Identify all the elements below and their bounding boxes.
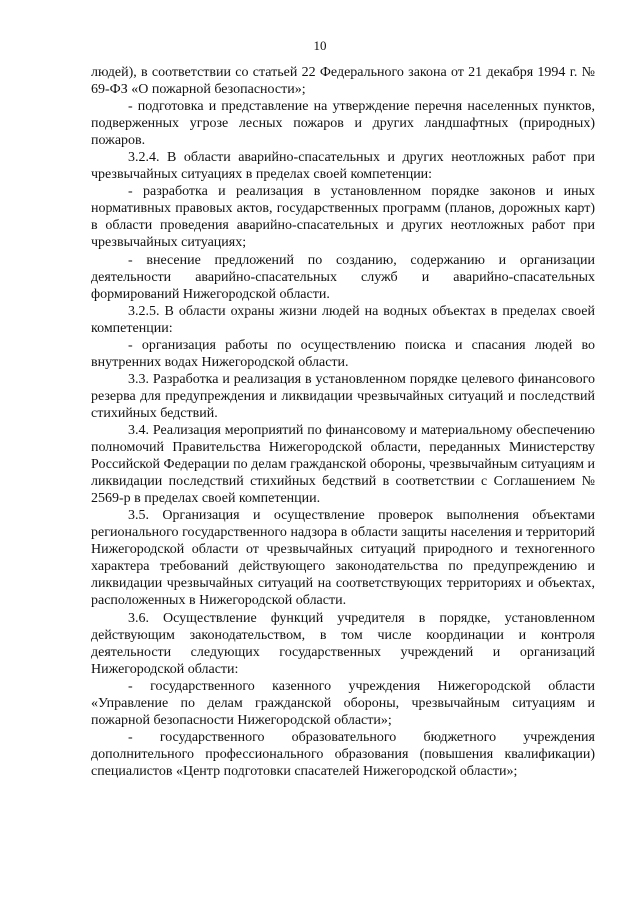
- paragraph: - государственного образовательного бюджетного учреждения дополнительного профессионального образования (повышения квалификации) специалистов «Центр подготовки спасателей Нижегородской области»;: [91, 729, 595, 779]
- paragraph: 3.2.4. В области аварийно-спасательных и других неотложных работ при чрезвычайных ситуациях в пределах своей компетенции:: [91, 150, 595, 183]
- paragraph: 3.3. Разработка и реализация в установленном порядке целевого финансового резерва для предупреждения и ликвидации чрезвычайных ситуаций и последствий стихийных бедствий.: [91, 371, 595, 421]
- paragraph: - внесение предложений по созданию, содержанию и организации деятельности аварийно-спасательных служб и аварийно-спасательных формирований Нижегородской области.: [91, 252, 595, 302]
- paragraph: - разработка и реализация в установленном порядке законов и иных нормативных правовых актов, государственных программ (планов, дорожных карт) в области проведения аварийно-спасательных и других неотложных работ при чрезвычайных ситуациях;: [91, 184, 595, 251]
- paragraph: - государственного казенного учреждения Нижегородской области «Управление по делам гражданской обороны, чрезвычайным ситуациям и пожарной безопасности Нижегородской области»;: [91, 678, 595, 728]
- paragraph: 3.5. Организация и осуществление проверок выполнения объектами регионального государственного надзора в области защиты населения и территорий Нижегородской области от чрезвычайных ситуаций природного и техногенного характера требований действующего законодательства по предупреждению и ликвидации чрезвычайных ситуаций на соответствующих территориях и объектах, расположенных в Нижегородской области.: [91, 508, 595, 609]
- paragraph: - организация работы по осуществлению поиска и спасания людей во внутренних водах Нижегородской области.: [91, 337, 595, 370]
- document-body: [91, 64, 595, 780]
- paragraph: - подготовка и представление на утверждение перечня населенных пунктов, подверженных угрозе лесных пожаров и других ландшафтных (природных) пожаров.: [91, 99, 595, 149]
- page-number: 10: [313, 38, 327, 53]
- paragraph: 3.6. Осуществление функций учредителя в порядке, установленном действующим законодательством, в том числе координации и контроля деятельности следующих государственных учреждений и организаций Нижегородской области:: [91, 610, 595, 677]
- paragraph: 3.4. Реализация мероприятий по финансовому и материальному обеспечению полномочий Правительства Нижегородской области, переданных Министерству Российской Федерации по делам гражданской обороны, чрезвычайным ситуациям и ликвидации последствий стихийных бедствий в соответствии с Соглашением № 2569-р в пределах своей компетенции.: [91, 422, 595, 507]
- paragraph: 3.2.5. В области охраны жизни людей на водных объектах в пределах своей компетенции:: [91, 303, 595, 336]
- paragraph: людей), в соответствии со статьей 22 Федерального закона от 21 декабря 1994 г. № 69-ФЗ «О пожарной безопасности»;: [91, 65, 595, 98]
